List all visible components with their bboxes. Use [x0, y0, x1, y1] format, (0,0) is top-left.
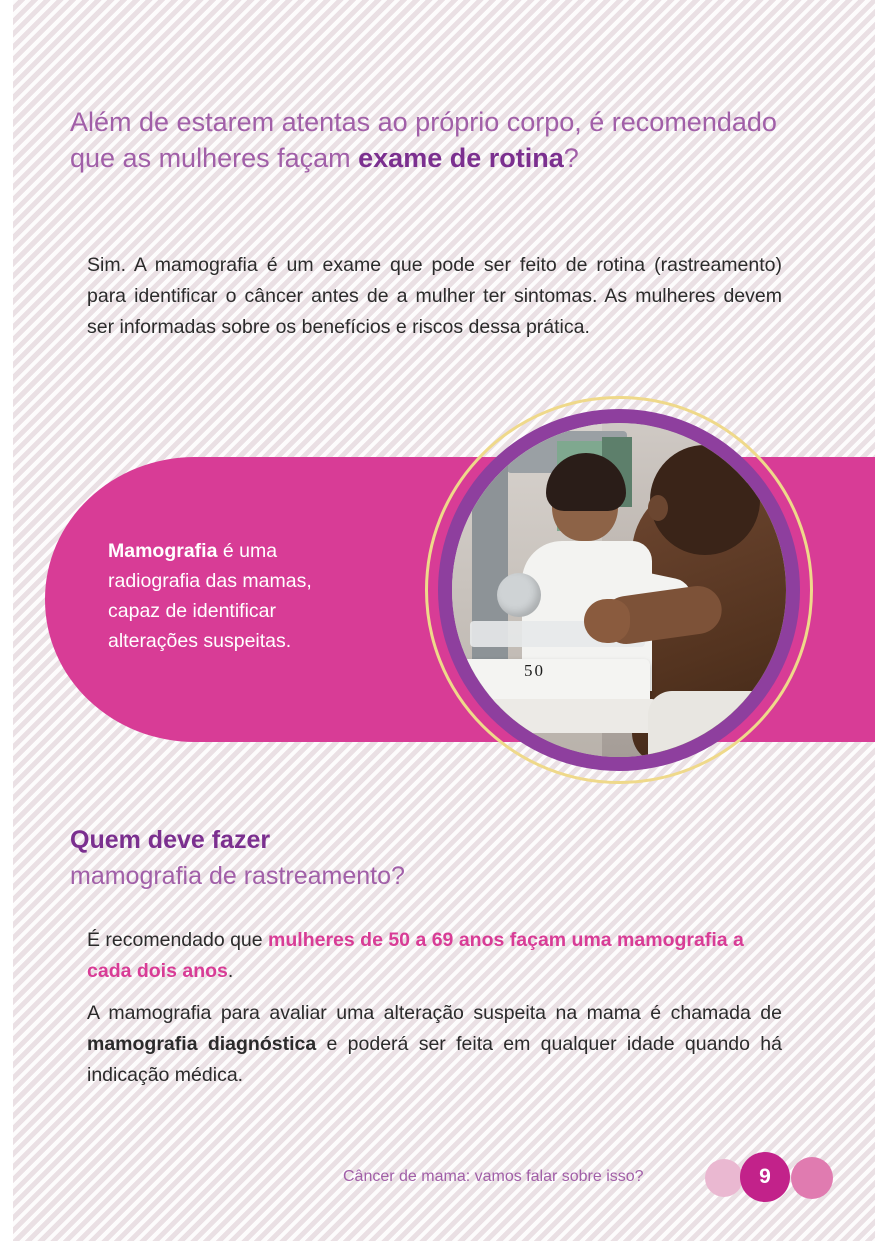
page-number-badge: 9 — [740, 1152, 790, 1202]
highlight-band-bold: Mamografia — [108, 540, 218, 562]
question-heading-2-line2: mamografia de rastreamento? — [70, 862, 405, 890]
recommendation-paragraph — [87, 925, 782, 987]
mammography-exam-photo — [452, 423, 786, 757]
question-heading-2 — [70, 822, 770, 894]
highlight-band-rest: é uma radiografia das mamas, capaz de identificar alterações suspeitas. — [108, 540, 312, 652]
plate-marks-label: 50 — [524, 661, 545, 680]
question-heading-2-line1: Quem deve fazer — [70, 826, 271, 854]
answer-paragraph-1: Sim. A mamografia é um exame que pode ser feito de rotina (rastreamento) para identificar o câncer antes de a mulher ter sintomas. As mulheres devem ser informadas sobre os benefícios e riscos dessa prática. — [87, 254, 782, 338]
footer-dot-right — [791, 1157, 833, 1199]
answer-2-part2: e poderá ser feita em qualquer idade quando há indicação médica. — [87, 1033, 782, 1086]
highlight-band-text — [108, 536, 368, 656]
answer-paragraph-2 — [87, 998, 782, 1091]
recommendation-part2: façam uma mamografia a cada dois anos — [87, 929, 744, 982]
question-heading-1 — [70, 104, 780, 176]
recommendation-highlight-age: mulheres de 50 a 69 anos — [268, 929, 505, 951]
question-heading-1-part1: Além de estarem atentas ao próprio corpo, é recomendado que as mulheres façam — [70, 107, 777, 173]
footer-dot-left — [705, 1159, 743, 1197]
footer-caption: Câncer de mama: vamos falar sobre isso? — [343, 1168, 644, 1185]
question-heading-1-part2: ? — [563, 143, 579, 173]
answer-2-part1: A mamografia para avaliar uma alteração suspeita na mama é chamada de — [87, 1002, 782, 1024]
recommendation-part1: É recomendado que — [87, 929, 269, 951]
question-heading-1-bold: exame de rotina — [358, 143, 564, 173]
answer-2-bold: mamografia diagnóstica — [87, 1033, 317, 1055]
recommendation-part3: . — [227, 960, 234, 982]
